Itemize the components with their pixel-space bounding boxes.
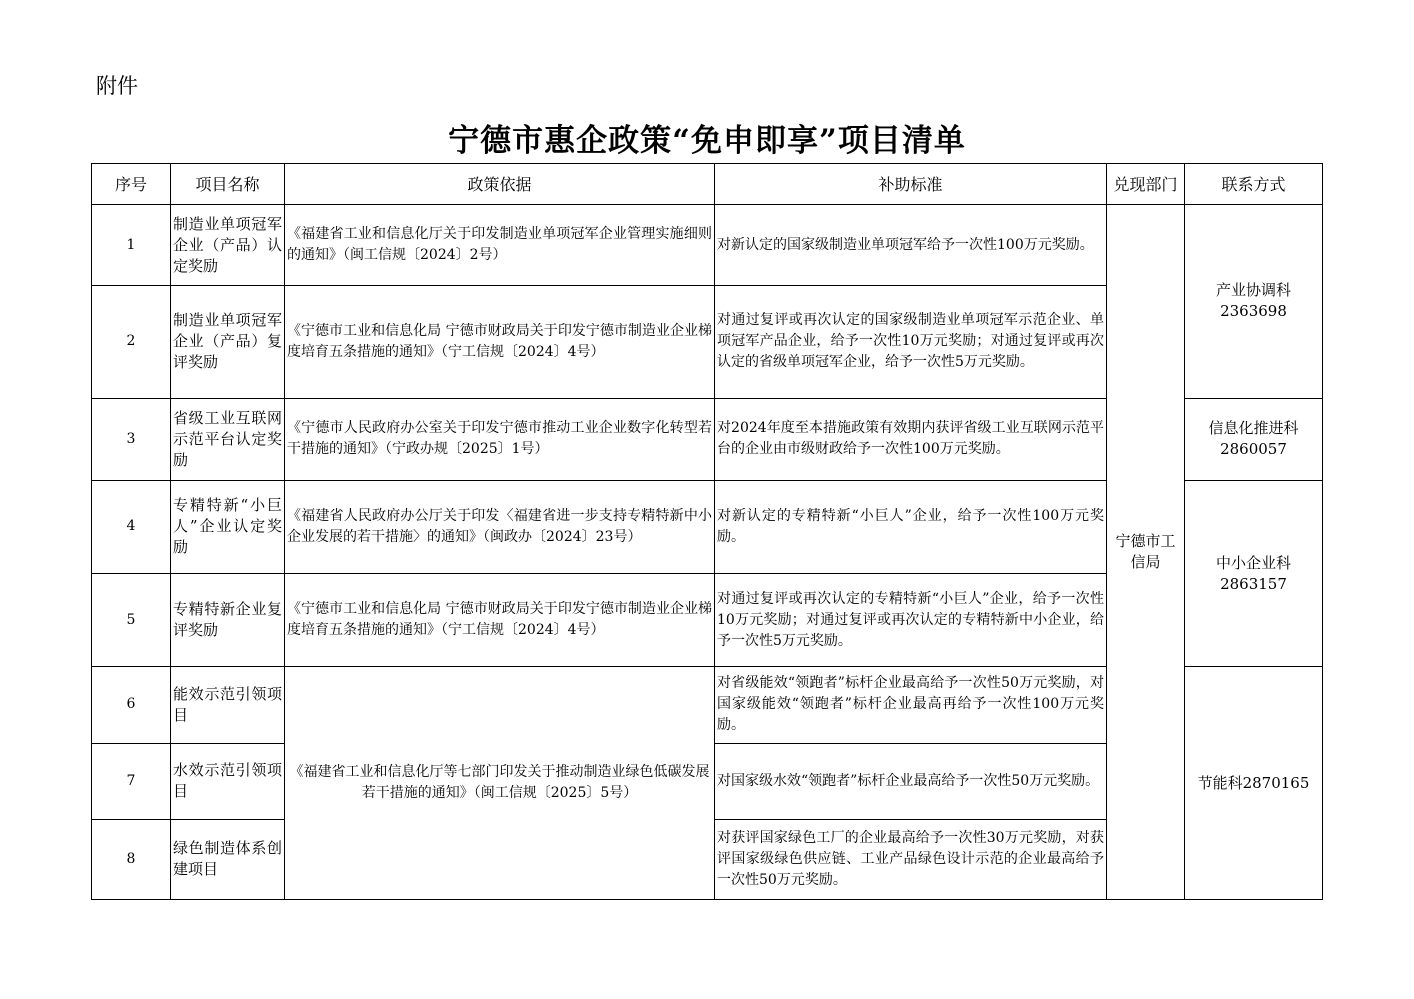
row-basis: 《宁德市工业和信息化局 宁德市财政局关于印发宁德市制造业企业梯度培育五条措施的通知》（宁工信规〔2024〕4号） bbox=[285, 286, 715, 398]
row-standard: 对省级能效“领跑者”标杆企业最高给予一次性50万元奖励，对国家级能效“领跑者”标杆企业最高再给予一次性100万元奖励。 bbox=[715, 667, 1107, 743]
contact-phone: 2363698 bbox=[1220, 302, 1287, 321]
department-cell: 宁德市工信局 bbox=[1107, 205, 1185, 900]
row-name: 绿色制造体系创建项目 bbox=[171, 819, 285, 899]
contact-cell bbox=[1185, 480, 1323, 667]
row-name: 水效示范引领项目 bbox=[171, 743, 285, 819]
row-basis-shared: 《福建省工业和信息化厅等七部门印发关于推动制造业绿色低碳发展若干措施的通知》（闽工信规〔2025〕5号） bbox=[285, 667, 715, 900]
document-title: 宁德市惠企政策“免申即享”项目清单 bbox=[448, 123, 966, 159]
row-basis: 《宁德市工业和信息化局 宁德市财政局关于印发宁德市制造业企业梯度培育五条措施的通知》（宁工信规〔2024〕4号） bbox=[285, 574, 715, 667]
row-standard: 对新认定的专精特新“小巨人”企业，给予一次性100万元奖励。 bbox=[715, 480, 1107, 573]
row-standard: 对国家级水效“领跑者”标杆企业最高给予一次性50万元奖励。 bbox=[715, 743, 1107, 819]
contact-office: 中小企业科 bbox=[1215, 553, 1291, 572]
row-basis: 《宁德市人民政府办公室关于印发宁德市推动工业企业数字化转型若干措施的通知》（宁政办规〔2025〕1号） bbox=[285, 398, 715, 480]
contact-phone: 2863157 bbox=[1220, 574, 1287, 593]
contact-office-phone: 节能科2870165 bbox=[1197, 773, 1310, 792]
contact-office: 信息化推进科 bbox=[1208, 419, 1299, 438]
attachment-label: 附件 bbox=[96, 74, 138, 98]
header-dept: 兑现部门 bbox=[1107, 164, 1185, 205]
contact-office: 产业协调科 bbox=[1215, 281, 1291, 300]
row-name: 制造业单项冠军企业（产品）认定奖励 bbox=[171, 205, 285, 286]
row-seq: 2 bbox=[92, 286, 171, 398]
row-name: 省级工业互联网示范平台认定奖励 bbox=[171, 398, 285, 480]
table-header-row bbox=[92, 164, 1323, 205]
row-seq: 5 bbox=[92, 574, 171, 667]
row-basis: 《福建省人民政府办公厅关于印发〈福建省进一步支持专精特新中小企业发展的若干措施〉的通知》（闽政办〔2024〕23号） bbox=[285, 480, 715, 573]
row-seq: 6 bbox=[92, 667, 171, 743]
header-contact: 联系方式 bbox=[1185, 164, 1323, 205]
header-basis: 政策依据 bbox=[285, 164, 715, 205]
row-name: 制造业单项冠军企业（产品）复评奖励 bbox=[171, 286, 285, 398]
row-standard: 对获评国家绿色工厂的企业最高给予一次性30万元奖励，对获评国家级绿色供应链、工业产品绿色设计示范的企业最高给予一次性50万元奖励。 bbox=[715, 819, 1107, 899]
row-standard: 对通过复评或再次认定的国家级制造业单项冠军示范企业、单项冠军产品企业，给予一次性10万元奖励；对通过复评或再次认定的省级单项冠军企业，给予一次性5万元奖励。 bbox=[715, 286, 1107, 398]
table-row bbox=[92, 205, 1323, 286]
row-seq: 3 bbox=[92, 398, 171, 480]
row-seq: 1 bbox=[92, 205, 171, 286]
contact-cell bbox=[1185, 398, 1323, 480]
policy-table bbox=[91, 163, 1323, 900]
row-seq: 7 bbox=[92, 743, 171, 819]
contact-cell bbox=[1185, 205, 1323, 399]
row-seq: 8 bbox=[92, 819, 171, 899]
row-standard: 对新认定的国家级制造业单项冠军给予一次性100万元奖励。 bbox=[715, 205, 1107, 286]
row-standard: 对2024年度至本措施政策有效期内获评省级工业互联网示范平台的企业由市级财政给予一次性100万元奖励。 bbox=[715, 398, 1107, 480]
contact-cell bbox=[1185, 667, 1323, 900]
row-name: 专精特新企业复评奖励 bbox=[171, 574, 285, 667]
row-standard: 对通过复评或再次认定的专精特新“小巨人”企业，给予一次性10万元奖励；对通过复评或再次认定的专精特新中小企业，给予一次性5万元奖励。 bbox=[715, 574, 1107, 667]
header-standard: 补助标准 bbox=[715, 164, 1107, 205]
row-name: 能效示范引领项目 bbox=[171, 667, 285, 743]
header-name: 项目名称 bbox=[171, 164, 285, 205]
row-basis: 《福建省工业和信息化厅关于印发制造业单项冠军企业管理实施细则的通知》（闽工信规〔2024〕2号） bbox=[285, 205, 715, 286]
contact-phone: 2860057 bbox=[1220, 440, 1287, 459]
header-seq: 序号 bbox=[92, 164, 171, 205]
row-seq: 4 bbox=[92, 480, 171, 573]
row-name: 专精特新“小巨人”企业认定奖励 bbox=[171, 480, 285, 573]
